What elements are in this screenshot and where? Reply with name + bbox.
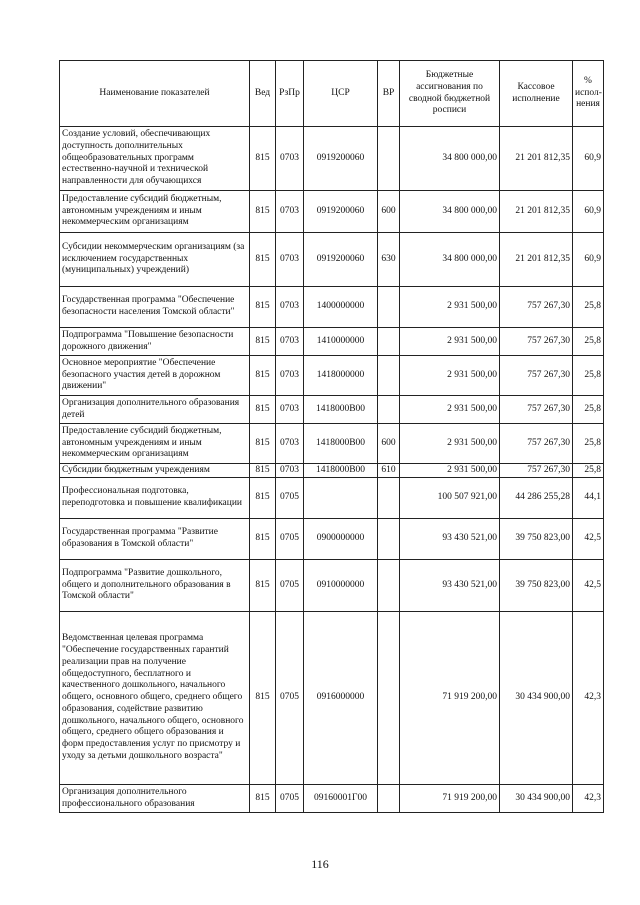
row-vr (378, 478, 400, 519)
row-csr: 1418000000 (304, 356, 378, 396)
table-row (60, 519, 604, 560)
row-name: Подпрограмма "Повышение безопасности дорожного движения" (60, 328, 250, 356)
row-rzpr: 0703 (276, 396, 304, 424)
row-rzpr: 0703 (276, 464, 304, 478)
table-row (60, 478, 604, 519)
page-number: 116 (311, 857, 329, 871)
row-budget: 71 919 200,00 (400, 612, 500, 785)
row-vr: 630 (378, 233, 400, 287)
row-cash: 21 201 812,35 (500, 127, 573, 191)
row-rzpr: 0703 (276, 127, 304, 191)
row-budget: 34 800 000,00 (400, 233, 500, 287)
row-ved: 815 (250, 356, 276, 396)
row-name: Предоставление субсидий бюджетным, автономным учреждениям и иным некоммерческим организациям (60, 191, 250, 233)
row-budget: 93 430 521,00 (400, 519, 500, 560)
row-vr: 600 (378, 424, 400, 464)
row-name: Организация дополнительного профессионального образования (60, 785, 250, 813)
row-rzpr: 0703 (276, 356, 304, 396)
row-vr: 610 (378, 464, 400, 478)
row-cash: 39 750 823,00 (500, 519, 573, 560)
row-rzpr: 0703 (276, 424, 304, 464)
row-vr (378, 287, 400, 328)
row-cash: 757 267,30 (500, 396, 573, 424)
header-rzpr: РзПр (276, 61, 304, 127)
row-csr: 1410000000 (304, 328, 378, 356)
table-row (60, 191, 604, 233)
row-rzpr: 0705 (276, 478, 304, 519)
row-csr: 0916000000 (304, 612, 378, 785)
table-row (60, 612, 604, 785)
row-cash: 757 267,30 (500, 356, 573, 396)
row-budget: 93 430 521,00 (400, 560, 500, 612)
row-cash: 30 434 900,00 (500, 785, 573, 813)
header-csr: ЦСР (304, 61, 378, 127)
row-budget: 2 931 500,00 (400, 356, 500, 396)
row-csr: 0919200060 (304, 127, 378, 191)
row-csr: 1400000000 (304, 287, 378, 328)
row-pct: 25,8 (573, 356, 604, 396)
row-cash: 39 750 823,00 (500, 560, 573, 612)
row-rzpr: 0703 (276, 191, 304, 233)
row-ved: 815 (250, 191, 276, 233)
row-budget: 2 931 500,00 (400, 424, 500, 464)
row-name: Государственная программа "Обеспечение безопасности населения Томской области" (60, 287, 250, 328)
row-rzpr: 0705 (276, 560, 304, 612)
row-rzpr: 0703 (276, 287, 304, 328)
table-row (60, 560, 604, 612)
header-cash: Кассовое исполнение (500, 61, 573, 127)
row-name: Ведомственная целевая программа "Обеспечение государственных гарантий реализации прав на получение общедоступного, бесплатного и качественного дошкольного, начального общего, основного общего, среднего общего образования, содействие развитию дошкольного, начального общего, основного общего, среднего общего образования и форм предоставления услуг по присмотру и уходу за детьми дошкольного возраста" (60, 612, 250, 785)
header-name: Наименование показателей (60, 61, 250, 127)
row-vr (378, 127, 400, 191)
row-name: Подпрограмма "Развитие дошкольного, общего и дополнительного образования в Томской области" (60, 560, 250, 612)
row-budget: 2 931 500,00 (400, 328, 500, 356)
row-ved: 815 (250, 424, 276, 464)
header-pct: % испол-нения (573, 61, 604, 127)
row-csr: 09160001Г00 (304, 785, 378, 813)
row-budget: 2 931 500,00 (400, 396, 500, 424)
row-name: Основное мероприятие "Обеспечение безопасного участия детей в дорожном движении" (60, 356, 250, 396)
row-name: Профессиональная подготовка, переподготовка и повышение квалификации (60, 478, 250, 519)
row-name: Создание условий, обеспечивающих доступность дополнительных общеобразовательных программ естественно-научной и технической направленности для обучающихся (60, 127, 250, 191)
row-pct: 42,5 (573, 519, 604, 560)
row-vr (378, 519, 400, 560)
row-name: Государственная программа "Развитие образования в Томской области" (60, 519, 250, 560)
row-ved: 815 (250, 478, 276, 519)
row-ved: 815 (250, 328, 276, 356)
row-name: Предоставление субсидий бюджетным, автономным учреждениям и иным некоммерческим организациям (60, 424, 250, 464)
row-csr: 1418000В00 (304, 424, 378, 464)
row-pct: 60,9 (573, 191, 604, 233)
row-name: Субсидии некоммерческим организациям (за исключением государственных (муниципальных) учреждений) (60, 233, 250, 287)
row-cash: 757 267,30 (500, 328, 573, 356)
row-rzpr: 0705 (276, 519, 304, 560)
row-ved: 815 (250, 464, 276, 478)
row-pct: 44,1 (573, 478, 604, 519)
row-csr (304, 478, 378, 519)
header-ved: Вед (250, 61, 276, 127)
row-csr: 1418000В00 (304, 396, 378, 424)
row-pct: 25,8 (573, 424, 604, 464)
row-budget: 34 800 000,00 (400, 191, 500, 233)
row-cash: 44 286 255,28 (500, 478, 573, 519)
row-ved: 815 (250, 560, 276, 612)
table-row (60, 464, 604, 478)
row-csr: 0919200060 (304, 233, 378, 287)
row-ved: 815 (250, 612, 276, 785)
header-row (60, 61, 604, 127)
row-vr (378, 560, 400, 612)
row-csr: 1418000В00 (304, 464, 378, 478)
row-cash: 757 267,30 (500, 287, 573, 328)
row-pct: 25,8 (573, 328, 604, 356)
table-row (60, 356, 604, 396)
header-vr: ВР (378, 61, 400, 127)
header-budget: Бюджетные ассигнования по сводной бюджетной росписи (400, 61, 500, 127)
row-pct: 60,9 (573, 127, 604, 191)
row-pct: 25,8 (573, 396, 604, 424)
table-row (60, 287, 604, 328)
table-row (60, 127, 604, 191)
row-rzpr: 0703 (276, 233, 304, 287)
table-row (60, 328, 604, 356)
row-rzpr: 0705 (276, 785, 304, 813)
row-budget: 2 931 500,00 (400, 287, 500, 328)
row-budget: 34 800 000,00 (400, 127, 500, 191)
row-pct: 42,3 (573, 785, 604, 813)
row-cash: 757 267,30 (500, 424, 573, 464)
row-ved: 815 (250, 519, 276, 560)
row-cash: 757 267,30 (500, 464, 573, 478)
row-ved: 815 (250, 127, 276, 191)
row-csr: 0910000000 (304, 560, 378, 612)
row-ved: 815 (250, 233, 276, 287)
row-cash: 21 201 812,35 (500, 233, 573, 287)
row-csr: 0900000000 (304, 519, 378, 560)
row-rzpr: 0703 (276, 328, 304, 356)
row-pct: 60,9 (573, 233, 604, 287)
row-ved: 815 (250, 785, 276, 813)
row-pct: 42,5 (573, 560, 604, 612)
row-csr: 0919200060 (304, 191, 378, 233)
row-vr (378, 612, 400, 785)
row-vr (378, 785, 400, 813)
row-ved: 815 (250, 396, 276, 424)
row-rzpr: 0705 (276, 612, 304, 785)
row-vr (378, 396, 400, 424)
row-pct: 25,8 (573, 287, 604, 328)
row-vr (378, 328, 400, 356)
row-cash: 21 201 812,35 (500, 191, 573, 233)
row-budget: 71 919 200,00 (400, 785, 500, 813)
row-budget: 2 931 500,00 (400, 464, 500, 478)
row-name: Субсидии бюджетным учреждениям (60, 464, 250, 478)
row-ved: 815 (250, 287, 276, 328)
budget-table (59, 60, 604, 813)
row-cash: 30 434 900,00 (500, 612, 573, 785)
row-vr: 600 (378, 191, 400, 233)
row-vr (378, 356, 400, 396)
table-row (60, 396, 604, 424)
row-pct: 25,8 (573, 464, 604, 478)
table-row (60, 233, 604, 287)
table-row (60, 424, 604, 464)
row-budget: 100 507 921,00 (400, 478, 500, 519)
table-row (60, 785, 604, 813)
row-name: Организация дополнительного образования детей (60, 396, 250, 424)
row-pct: 42,3 (573, 612, 604, 785)
